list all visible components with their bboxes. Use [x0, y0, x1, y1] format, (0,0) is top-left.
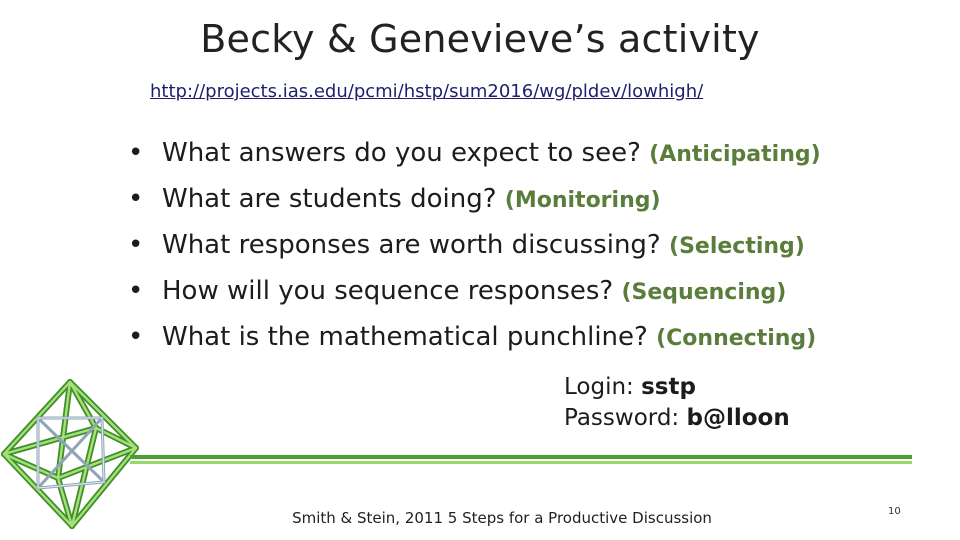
- password-label: Password:: [564, 405, 687, 431]
- question-text: What answers do you expect to see?: [162, 138, 641, 168]
- login-label: Login:: [564, 374, 642, 400]
- practice-tag: (Sequencing): [621, 280, 787, 305]
- password-value: b@lloon: [686, 405, 790, 431]
- footer-divider-dark: [130, 455, 912, 459]
- list-item: [128, 130, 821, 176]
- login-credentials: [564, 372, 790, 434]
- login-value: sstp: [641, 374, 696, 400]
- list-item: [128, 268, 821, 314]
- bullet-icon: •: [128, 138, 144, 168]
- footer-divider-light: [130, 461, 912, 464]
- footer-citation: Smith & Stein, 2011 5 Steps for a Productive Discussion: [292, 509, 712, 527]
- list-item: [128, 222, 821, 268]
- question-text: What is the mathematical punchline?: [162, 322, 648, 352]
- question-text: What responses are worth discussing?: [162, 230, 661, 260]
- bullet-icon: •: [128, 184, 144, 214]
- question-list: [128, 130, 821, 360]
- activity-link[interactable]: http://projects.ias.edu/pcmi/hstp/sum2016/wg/pldev/lowhigh/: [150, 81, 704, 102]
- question-text: How will you sequence responses?: [162, 276, 614, 306]
- bullet-icon: •: [128, 322, 144, 352]
- login-line: [564, 372, 790, 403]
- bullet-icon: •: [128, 230, 144, 260]
- bullet-icon: •: [128, 276, 144, 306]
- password-line: [564, 403, 790, 434]
- list-item: [128, 176, 821, 222]
- practice-tag: (Anticipating): [649, 142, 821, 167]
- practice-tag: (Selecting): [669, 234, 805, 259]
- practice-tag: (Connecting): [656, 326, 817, 351]
- page-number: 10: [888, 506, 901, 517]
- question-text: What are students doing?: [162, 184, 497, 214]
- slide-title: Becky & Genevieve’s activity: [200, 17, 760, 61]
- list-item: [128, 314, 821, 360]
- practice-tag: (Monitoring): [504, 188, 661, 213]
